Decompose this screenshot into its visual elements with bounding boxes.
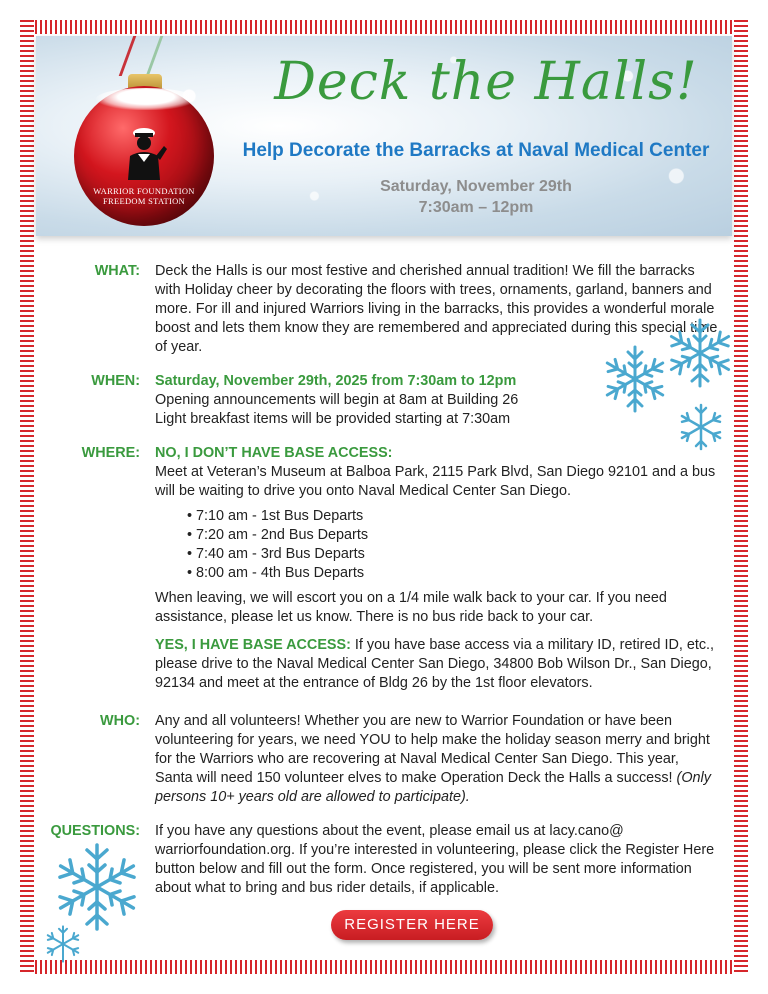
where-label: WHERE: [81,445,140,461]
where-content [155,444,720,693]
when-line-3: Light breakfast items will be provided starting at 7:30am [155,411,511,427]
event-datetime [276,176,676,218]
yes-access-paragraph [155,636,720,693]
border-top [20,20,748,34]
sailor-silhouette-icon [118,124,170,180]
page-subtitle: Help Decorate the Barracks at Naval Medical Center [242,140,710,161]
who-label: WHO: [100,713,140,729]
list-item: • 7:20 am - 2nd Bus Departs [187,526,720,545]
no-access-heading: NO, I DON’T HAVE BASE ACCESS: [155,445,393,461]
border-right [734,20,748,974]
section-where [40,444,730,700]
event-time: 7:30am – 12pm [418,199,534,216]
ornament-snow [96,88,196,110]
who-age-note: (Only persons 10+ years old are allowed to participate). [155,770,711,805]
when-highlight: Saturday, November 29th, 2025 from 7:30am to 12pm [155,373,517,389]
yes-access-text: If you have base access via a military ID, retired ID, etc., please drive to the Naval Medical Center San Diego, 34800 Bob Wilson Dr., San Diego, 92134 and meet at the entrance of Bldg 26 by the 1st floor elevators. [155,637,715,691]
questions-label: QUESTIONS: [50,823,140,839]
who-content [155,712,720,807]
ribbon-icon [119,36,164,76]
what-label: WHAT: [94,263,140,279]
snowflake-icon [38,924,88,964]
who-text: Any and all volunteers! Whether you are new to Warrior Foundation or have been volunteering for years, we need YOU to help make the holiday season merry and bright for the Warriors who are recovering at Naval Medical Center San Diego. This year, Santa will need 150 volunteer elves to make Operation Deck the Halls a success! [155,713,710,786]
ornament-logo [66,46,226,236]
list-item: • 7:40 am - 3rd Bus Departs [187,545,720,564]
yes-access-heading: YES, I HAVE BASE ACCESS: [155,637,351,653]
section-who [40,712,730,810]
section-what [40,262,730,356]
border-bottom [20,960,748,974]
when-line-2: Opening announcements will begin at 8am at Building 26 [155,392,519,408]
list-item: • 8:00 am - 4th Bus Departs [187,564,720,583]
snowflake-icon [600,344,670,414]
page-title: Deck the Halls! [274,52,698,112]
section-questions [40,822,730,902]
register-button[interactable]: REGISTER HERE [331,910,493,940]
ornament-caption-line-1: WARRIOR FOUNDATION [93,186,195,196]
no-access-text: Meet at Veteran’s Museum at Balboa Park, 2115 Park Blvd, San Diego 92101 and a bus will be waiting to drive you onto Naval Medical Center San Diego. [155,464,716,499]
snowflake-icon [676,402,726,452]
snowflake-icon [52,842,142,932]
border-left [20,20,34,974]
list-item: • 7:10 am - 1st Bus Departs [187,507,720,526]
when-label: WHEN: [91,373,140,389]
snowflake-icon [664,308,736,398]
leaving-text: When leaving, we will escort you on a 1/4 mile walk back to your car. If you need assistance, please let us know. There is no bus ride back to your car. [155,590,667,625]
questions-text: If you have any questions about the event, please email us at lacy.cano@ warriorfoundation.org. If you’re interested in volunteering, please click the Register Here button below and fill out the form. Once registered, you will be sent more information about what to bring and bus rider details, if applicable. [155,823,715,896]
ornament-caption [74,186,214,206]
what-text: Deck the Halls is our most festive and cherished annual tradition! We fill the barracks with Holiday cheer by decorating the floors with trees, ornaments, garland, banners and more. For ill and injured Warriors living in the barracks, this provides a wonderful morale boost and lets them know they are remembered and appreciated during this special time of year. [155,263,718,355]
header-banner [36,36,732,236]
ornament-caption-line-2: FREEDOM STATION [103,196,185,206]
bus-schedule-list [187,507,720,583]
event-date: Saturday, November 29th [380,178,572,195]
